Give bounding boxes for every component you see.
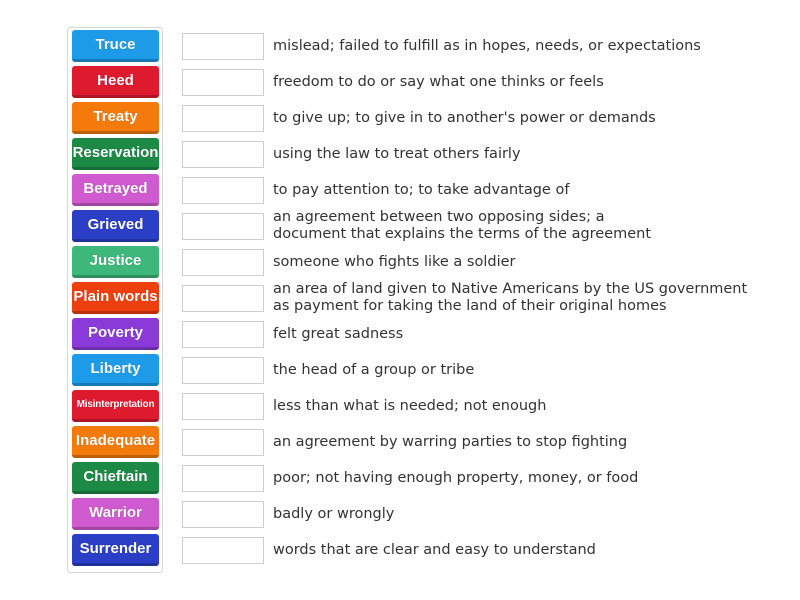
answer-drop-box[interactable] xyxy=(182,429,264,456)
definition-text xyxy=(273,110,773,127)
answer-drop-box[interactable] xyxy=(182,105,264,132)
definition-text xyxy=(273,506,773,523)
definition-text xyxy=(273,209,773,243)
word-tile-surrender[interactable]: Surrender xyxy=(72,534,159,566)
definition-text xyxy=(273,38,773,55)
word-tile-betrayed[interactable]: Betrayed xyxy=(72,174,159,206)
definition-line: mislead; failed to fulfill as in hopes, needs, or expectations xyxy=(273,37,701,54)
answer-drop-box[interactable] xyxy=(182,501,264,528)
definition-line: words that are clear and easy to understand xyxy=(273,541,596,558)
word-tile-misinterpretation[interactable]: Misinterpretation xyxy=(72,390,159,422)
definition-text xyxy=(273,281,773,315)
word-tile-reservation[interactable]: Reservation xyxy=(72,138,159,170)
definition-text xyxy=(273,74,773,91)
definition-line: poor; not having enough property, money, or food xyxy=(273,469,639,486)
word-bank xyxy=(67,27,163,573)
definition-text xyxy=(273,182,773,199)
word-tile-poverty[interactable]: Poverty xyxy=(72,318,159,350)
word-tile-truce[interactable]: Truce xyxy=(72,30,159,62)
word-tile-plain-words[interactable]: Plain words xyxy=(72,282,159,314)
definition-text xyxy=(273,470,773,487)
definition-text xyxy=(273,146,773,163)
answer-drop-box[interactable] xyxy=(182,69,264,96)
definition-text xyxy=(273,362,773,379)
answer-drop-box[interactable] xyxy=(182,285,264,312)
word-tile-warrior[interactable]: Warrior xyxy=(72,498,159,530)
definition-line: an agreement by warring parties to stop fighting xyxy=(273,433,628,450)
definition-line: badly or wrongly xyxy=(273,505,395,522)
definition-line: to pay attention to; to take advantage of xyxy=(273,181,570,198)
definition-line: an agreement between two opposing sides; a xyxy=(273,209,605,225)
definition-text xyxy=(273,398,773,415)
word-tile-inadequate[interactable]: Inadequate xyxy=(72,426,159,458)
definition-text xyxy=(273,542,773,559)
definition-line: someone who fights like a soldier xyxy=(273,253,516,270)
word-tile-grieved[interactable]: Grieved xyxy=(72,210,159,242)
definition-line: felt great sadness xyxy=(273,325,404,342)
definition-line: using the law to treat others fairly xyxy=(273,145,521,162)
answer-drop-box[interactable] xyxy=(182,357,264,384)
definition-text xyxy=(273,434,773,451)
answer-drop-box[interactable] xyxy=(182,177,264,204)
answer-drop-box[interactable] xyxy=(182,465,264,492)
word-tile-justice[interactable]: Justice xyxy=(72,246,159,278)
definition-text xyxy=(273,326,773,343)
answer-drop-box[interactable] xyxy=(182,213,264,240)
definition-line: freedom to do or say what one thinks or feels xyxy=(273,73,604,90)
word-tile-chieftain[interactable]: Chieftain xyxy=(72,462,159,494)
definition-line: document that explains the terms of the agreement xyxy=(273,226,652,242)
definition-text xyxy=(273,254,773,271)
word-tile-heed[interactable]: Heed xyxy=(72,66,159,98)
answer-drop-box[interactable] xyxy=(182,33,264,60)
word-tile-treaty[interactable]: Treaty xyxy=(72,102,159,134)
word-tile-liberty[interactable]: Liberty xyxy=(72,354,159,386)
definition-line: as payment for taking the land of their original homes xyxy=(273,298,667,314)
answer-drop-box[interactable] xyxy=(182,141,264,168)
definition-line: an area of land given to Native Americans by the US government xyxy=(273,281,748,297)
definition-line: less than what is needed; not enough xyxy=(273,397,547,414)
definition-line: the head of a group or tribe xyxy=(273,361,475,378)
answer-drop-box[interactable] xyxy=(182,393,264,420)
answer-drop-box[interactable] xyxy=(182,537,264,564)
answer-drop-box[interactable] xyxy=(182,249,264,276)
answer-drop-box[interactable] xyxy=(182,321,264,348)
definition-line: to give up; to give in to another's power or demands xyxy=(273,109,656,126)
